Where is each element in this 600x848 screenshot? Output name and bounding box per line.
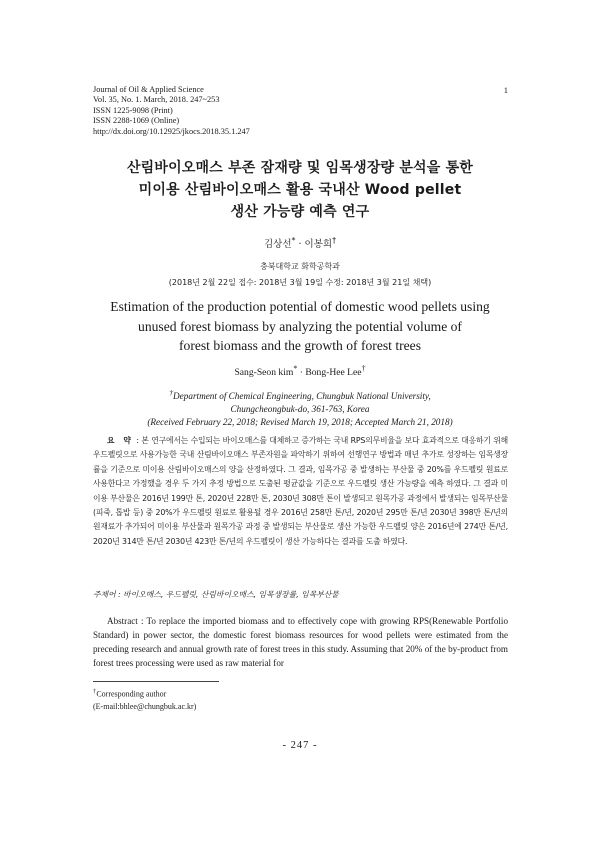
korean-author-1: 김상선	[263, 239, 292, 251]
english-title	[60, 297, 540, 356]
author-mark: *	[291, 236, 296, 245]
issn-online: ISSN 2288-1069 (Online)	[93, 116, 180, 126]
korean-author-2: 이봉희	[304, 239, 333, 251]
korean-title	[60, 157, 540, 223]
footnote-divider	[93, 681, 219, 682]
affiliation-mark: †	[169, 388, 174, 397]
journal-volume: Vol. 35, No. 1. March, 2018. 247~253	[93, 95, 220, 105]
author-mark: †	[361, 364, 366, 373]
english-affiliation	[0, 386, 600, 429]
english-authors	[0, 364, 600, 378]
korean-affiliation-name: 충북대학교 화학공학과	[260, 262, 340, 271]
english-title-line: forest biomass and the growth of forest trees	[179, 338, 421, 353]
korean-abstract-text: : 본 연구에서는 수입되는 바이오매스를 대체하고 증가하는 국내 RPS의무비율을 보다 효과적으로 대응하기 위해 우드펠릿으로 사용가능한 국내 산림바이오매스 부존자원을 파악하기 위하여 선행연구 방법과 매년 추가로 성장하는 임목생장률을 기준으로 미이용 산림바이오매스의 양을 산정하였다. 그 결과, 임목가공 중 발생하는 부산물 중 20%를 우드펠릿 원료로 사용한다고 가정했을 경우 두 가지 추정 방법으로 도출된 평균값을 기준으로 우드펠릿 생산 가능량을 예측 하였다. 그 결과 미이용 부산물은 2016년 199만 톤, 2020년 228만 톤, 2030년 308만 톤이 발생되고 원목가공 과정에서 발생되는 임목부산물(피죽, 톱밥 등) 중 20%가 우드펠릿 원료로 활용될 경우 2016년 258만 톤/년, 2020년 295만 톤/년 2030년 398만 톤/년의 원재료가 추가되어 미이용 부산물과 원목가공 과정 중 발생되는 부산물로 생산 가능한 우드펠릿 양은 2016년에 274만 톤/년, 2020년 314만 톤/년 2030년 423만 톤/년의 우드펠릿이 생산 가능하다는 결과를 도출 하였다.	[93, 436, 508, 546]
author-separator: ·	[297, 367, 306, 379]
korean-title-line: 생산 가능량 예측 연구	[230, 204, 370, 220]
footnote-mark: †	[93, 688, 97, 695]
english-affiliation-text: Department of Chemical Engineering, Chungbuk National University,	[173, 391, 431, 402]
english-affiliation-line2: Chungcheongbuk-do, 361-763, Korea	[230, 404, 370, 415]
footnote	[93, 686, 196, 714]
footnote-email[interactable]: (E-mail:bhlee@chungbuk.ac.kr)	[93, 702, 197, 712]
page-corner-number: 1	[503, 85, 508, 95]
korean-keywords: 주제어 : 바이오매스, 우드펠릿, 산림바이오매스, 임목생장률, 임목부산물	[93, 590, 339, 599]
author-mark: *	[293, 364, 298, 373]
korean-title-line: 미이용 산림바이오매스 활용 국내산 Wood pellet	[138, 182, 462, 198]
english-abstract-text: : To replace the imported biomass and to effectively cope with growing RPS(Renewable Portfolio Standard) in power sector, the domestic forest biomass resources for wood pellets were estimated from the preceding research and annual growth rate of forest trees in this study. Assuming that 20% of the by-product from forest trees processing were used as raw material for	[93, 616, 508, 668]
korean-affiliation	[0, 259, 600, 291]
korean-title-line: 산림바이오매스 부존 잠재량 및 임목생장량 분석을 통한	[126, 160, 474, 176]
english-dates: (Received February 22, 2018; Revised March 19, 2018; Accepted March 21, 2018)	[147, 417, 453, 428]
english-title-line: unused forest biomass by analyzing the potential volume of	[138, 318, 462, 334]
author-separator: ·	[295, 239, 305, 251]
english-author-2: Bong-Hee Lee	[305, 367, 362, 379]
doi-link[interactable]: http://dx.doi.org/10.12925/jkocs.2018.35.1.247	[93, 126, 250, 136]
journal-header	[93, 85, 513, 137]
korean-abstract-label: 요 약	[107, 436, 134, 445]
journal-name: Journal of Oil & Applied Science	[93, 85, 204, 94]
korean-dates: (2018년 2월 22일 접수: 2018년 3월 19일 수정: 2018년 3월 21일 채택)	[168, 278, 432, 287]
english-title-line: Estimation of the production potential of domestic wood pellets using	[110, 299, 490, 314]
korean-abstract	[93, 434, 508, 549]
footnote-line1	[93, 686, 196, 701]
english-author-1: Sang-Seon kim	[234, 367, 294, 379]
issn-print: ISSN 1225-9098 (Print)	[93, 105, 173, 115]
author-mark: †	[332, 236, 337, 245]
footnote-text: Corresponding author	[96, 689, 167, 699]
korean-authors	[0, 236, 600, 250]
english-abstract	[93, 614, 508, 670]
english-abstract-label: Abstract	[107, 616, 138, 626]
page-number: - 247 -	[282, 740, 318, 751]
english-affiliation-line1	[0, 386, 600, 403]
